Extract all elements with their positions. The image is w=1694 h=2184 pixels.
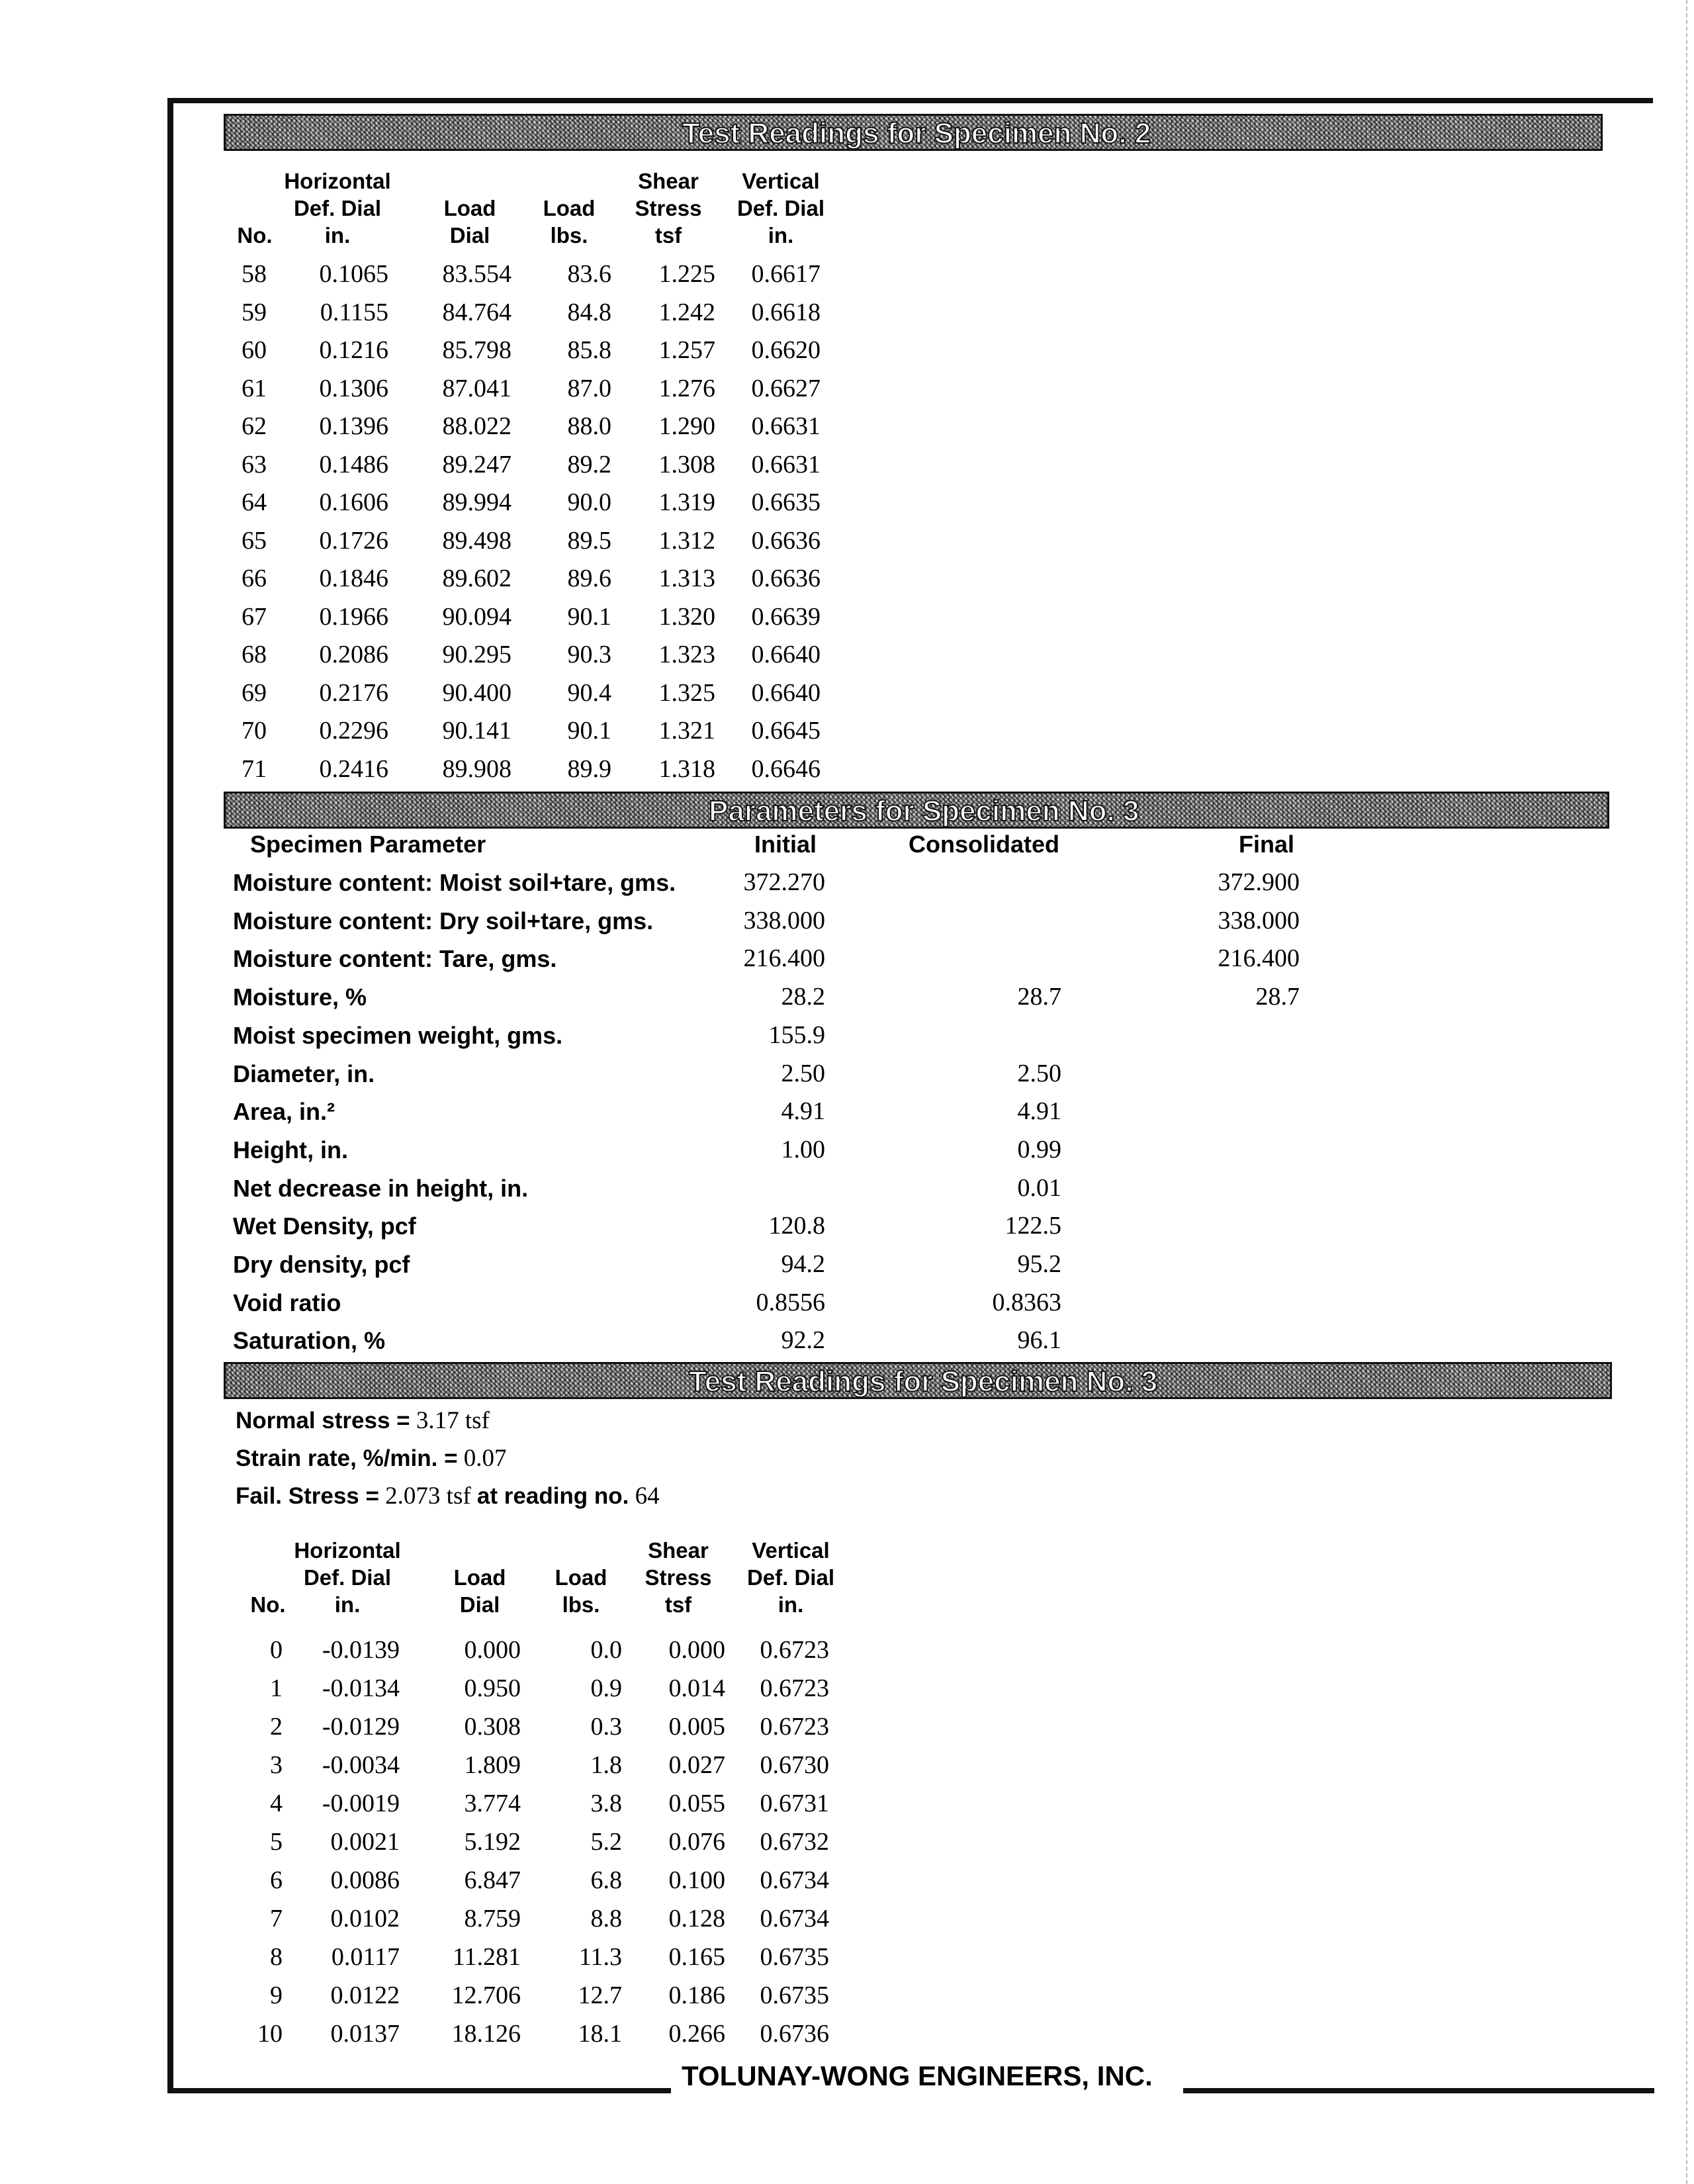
table-cell: -0.0129	[322, 1713, 400, 1741]
table-cell: 3.8	[590, 1790, 622, 1817]
table-cell: 88.022	[442, 412, 512, 440]
parameter-row	[0, 1250, 1694, 1288]
parameter-label: Moist specimen weight, gms.	[233, 1021, 563, 1049]
table-row	[0, 450, 1694, 488]
table-cell: 89.2	[567, 450, 611, 478]
column-header-parameter: Specimen Parameter	[250, 831, 486, 858]
strain-rate-label: Strain rate, %/min. =	[236, 1445, 458, 1471]
table-cell: 64	[242, 488, 267, 516]
strain-rate-line	[236, 1444, 507, 1473]
table-cell: 0.6734	[760, 1905, 829, 1933]
section-title: Test Readings for Specimen No. 2	[682, 117, 1151, 150]
table-cell: 87.041	[442, 374, 512, 402]
parameter-label: Dry density, pcf	[233, 1251, 410, 1278]
table-cell: 1	[270, 1674, 283, 1702]
table-cell: 8	[270, 1943, 283, 1971]
parameter-value-initial: 2.50	[781, 1059, 825, 1087]
table-row	[0, 1904, 1694, 1942]
section-header-specimen3-parameters	[224, 792, 1609, 829]
column-header-line	[430, 167, 510, 195]
table-cell: 12.7	[578, 1981, 622, 2009]
table-cell: 0.6639	[751, 602, 821, 631]
parameter-row	[0, 1135, 1694, 1173]
column-header-line: tsf	[654, 223, 682, 248]
table-cell: 0.6631	[751, 412, 821, 440]
table-cell: 0.0122	[330, 1981, 400, 2009]
table-cell: 0.0086	[330, 1866, 400, 1894]
table-cell: 6	[270, 1866, 283, 1894]
column-header	[225, 167, 285, 249]
column-header-line: Stress	[645, 1565, 712, 1590]
table-cell: 5.192	[464, 1828, 521, 1856]
parameter-value-consolidated: 0.8363	[992, 1288, 1061, 1316]
parameter-value-consolidated: 95.2	[1017, 1250, 1061, 1278]
parameter-row	[0, 1173, 1694, 1212]
parameter-row	[0, 868, 1694, 906]
fail-stress-label: Fail. Stress =	[236, 1483, 379, 1509]
table-cell: 89.994	[442, 488, 512, 516]
column-header-line: Def. Dial	[303, 1565, 392, 1590]
table-cell: 6.8	[590, 1866, 622, 1894]
column-header	[639, 1537, 718, 1618]
table-cell: 1.312	[658, 526, 715, 555]
section-title: Parameters for Specimen No. 3	[709, 795, 1139, 827]
table-row	[0, 716, 1694, 754]
table-cell: 85.798	[442, 336, 512, 364]
table-row	[0, 412, 1694, 450]
table-cell: 0.1216	[319, 336, 388, 364]
column-header	[430, 167, 510, 249]
column-header	[541, 1537, 621, 1618]
page-frame-top-border	[167, 98, 1653, 103]
column-header-line: No.	[250, 1592, 286, 1617]
parameter-row	[0, 982, 1694, 1021]
column-header-line: in.	[768, 223, 794, 248]
column-header-line: Def. Dial	[736, 196, 825, 220]
table-cell: 0.000	[668, 1636, 725, 1664]
table-cell: 0.6732	[760, 1828, 829, 1856]
table-cell: 0.1065	[319, 260, 388, 288]
table-cell: 67	[242, 602, 267, 631]
table-row	[0, 1751, 1694, 1789]
parameter-label: Moisture content: Tare, gms.	[233, 945, 557, 973]
parameter-value-consolidated: 28.7	[1017, 983, 1061, 1011]
table-cell: 4	[270, 1790, 283, 1817]
table-row	[0, 488, 1694, 526]
table-cell: 0.6635	[751, 488, 821, 516]
table-cell: 89.6	[567, 565, 611, 592]
fail-stress-value: 2.073 tsf	[385, 1482, 471, 1510]
table-cell: 71	[242, 754, 267, 783]
table-cell: 0.6723	[760, 1713, 829, 1741]
column-header-line: Vertical	[742, 169, 820, 193]
parameter-value-initial: 155.9	[768, 1021, 825, 1049]
table-cell: 90.295	[442, 641, 512, 668]
column-header-line: lbs.	[562, 1592, 600, 1617]
table-row	[0, 1827, 1694, 1866]
table-cell: 0.1486	[319, 450, 388, 478]
table-cell: 0.1306	[319, 374, 388, 402]
parameter-label: Area, in.²	[233, 1098, 335, 1126]
table-cell: 0.6723	[760, 1636, 829, 1664]
table-cell: 0.076	[668, 1828, 725, 1856]
table-cell: 83.6	[567, 260, 611, 288]
table-cell: 0.6618	[751, 298, 821, 326]
table-cell: 11.281	[452, 1943, 521, 1971]
company-footer: TOLUNAY-WONG ENGINEERS, INC.	[682, 2060, 1153, 2091]
column-header-line: tsf	[664, 1592, 692, 1617]
column-header-line: Horizontal	[284, 169, 391, 193]
parameter-value-initial: 216.400	[743, 944, 825, 973]
column-header-line: Vertical	[752, 1538, 830, 1563]
table-cell: 0.186	[668, 1981, 725, 2009]
table-cell: 0.6640	[751, 641, 821, 668]
table-cell: 0.6730	[760, 1751, 829, 1779]
table-cell: 0.6640	[751, 678, 821, 707]
table-cell: 90.1	[567, 717, 611, 745]
column-header	[278, 167, 397, 249]
table-cell: 5.2	[590, 1828, 622, 1856]
section-title: Test Readings for Specimen No. 3	[689, 1365, 1158, 1398]
table-cell: 0.100	[668, 1866, 725, 1894]
column-header-final: Final	[1239, 831, 1295, 858]
parameter-row	[0, 944, 1694, 982]
table-cell: -0.0034	[322, 1751, 400, 1779]
fail-stress-reading-label: at reading no.	[476, 1483, 629, 1509]
table-cell: 0.308	[464, 1713, 521, 1741]
column-header-initial: Initial	[754, 831, 817, 858]
table-cell: 0.1966	[319, 602, 388, 631]
parameter-label: Moisture, %	[233, 983, 367, 1011]
table-cell: 1.809	[464, 1751, 521, 1779]
table-cell: 0.3	[590, 1713, 622, 1741]
table-cell: 61	[242, 374, 267, 402]
table-cell: -0.0019	[322, 1790, 400, 1817]
table-row	[0, 2019, 1694, 2058]
table-cell: 0.1726	[319, 526, 388, 555]
table-cell: 1.8	[590, 1751, 622, 1779]
table-cell: 90.4	[567, 678, 611, 707]
column-header-line: Dial	[459, 1592, 500, 1617]
table-row	[0, 336, 1694, 374]
strain-rate-value: 0.07	[463, 1445, 507, 1472]
table-cell: 1.308	[658, 450, 715, 478]
parameter-label: Height, in.	[233, 1136, 348, 1163]
table-cell: 1.290	[658, 412, 715, 440]
table-cell: 0.6617	[751, 260, 821, 288]
table-cell: 0.0102	[330, 1905, 400, 1933]
table-cell: 0.6735	[760, 1981, 829, 2009]
table-cell: 5	[270, 1828, 283, 1856]
column-header-line: Stress	[635, 196, 702, 220]
parameter-row	[0, 1211, 1694, 1250]
table-row	[0, 526, 1694, 565]
parameter-row	[0, 1021, 1694, 1059]
table-cell: 6.847	[464, 1866, 521, 1894]
table-cell: 2	[270, 1713, 283, 1741]
table-cell: 83.554	[442, 260, 512, 288]
column-header	[288, 1537, 407, 1618]
column-header-line: Horizontal	[294, 1538, 401, 1563]
table-cell: 0.128	[668, 1905, 725, 1933]
parameter-label: Saturation, %	[233, 1327, 386, 1355]
normal-stress-value: 3.17 tsf	[416, 1407, 490, 1434]
table-cell: 58	[242, 260, 267, 288]
table-cell: 0.1606	[319, 488, 388, 516]
parameter-label: Moisture content: Dry soil+tare, gms.	[233, 907, 654, 934]
table-cell: 8.8	[590, 1905, 622, 1933]
table-cell: 0.1396	[319, 412, 388, 440]
table-cell: 0.6645	[751, 717, 821, 745]
column-header-line: Load	[543, 196, 596, 220]
table-row	[0, 259, 1694, 298]
table-cell: 90.094	[442, 602, 512, 631]
column-header-line	[440, 1537, 519, 1564]
table-row	[0, 1942, 1694, 1981]
table-cell: 0.950	[464, 1674, 521, 1702]
normal-stress-line	[236, 1406, 490, 1435]
column-header-line: in.	[334, 1592, 361, 1617]
table-cell: 66	[242, 565, 267, 592]
table-cell: 1.242	[658, 298, 715, 326]
section-header-specimen2-readings	[224, 114, 1603, 151]
column-header-line	[225, 195, 285, 222]
parameter-value-initial: 94.2	[781, 1250, 825, 1278]
page-frame-bottom-border-left	[173, 2088, 671, 2093]
table-cell: 60	[242, 336, 267, 364]
table-row	[0, 564, 1694, 602]
column-header-line: Shear	[638, 169, 699, 193]
parameter-row	[0, 1326, 1694, 1364]
table-row	[0, 602, 1694, 641]
table-cell: 0.055	[668, 1790, 725, 1817]
table-cell: 89.602	[442, 565, 512, 592]
parameter-row	[0, 1059, 1694, 1097]
parameter-value-initial: 0.8556	[756, 1288, 825, 1316]
table-cell: 1.319	[658, 488, 715, 516]
table-cell: 84.8	[567, 298, 611, 326]
column-header-line: Def. Dial	[293, 196, 382, 220]
column-header-line	[541, 1537, 621, 1564]
table-cell: 0.2416	[319, 754, 388, 783]
table-cell: 10	[257, 2020, 283, 2048]
table-cell: 0.6636	[751, 526, 821, 555]
table-cell: 84.764	[442, 298, 512, 326]
table-cell: -0.0139	[322, 1636, 400, 1664]
table-cell: 65	[242, 526, 267, 555]
table-cell: 9	[270, 1981, 283, 2009]
parameter-value-consolidated: 2.50	[1017, 1059, 1061, 1087]
table-row	[0, 754, 1694, 793]
table-cell: 8.759	[464, 1905, 521, 1933]
parameter-value-consolidated: 96.1	[1017, 1326, 1061, 1355]
table-cell: 90.3	[567, 641, 611, 668]
parameter-label: Moisture content: Moist soil+tare, gms.	[233, 869, 676, 896]
column-header-consolidated: Consolidated	[909, 831, 1060, 858]
column-header-line: Load	[555, 1565, 607, 1590]
table-row	[0, 374, 1694, 412]
table-cell: 0.0117	[331, 1943, 400, 1971]
table-cell: 0.1155	[320, 298, 388, 326]
table-cell: 0.0021	[330, 1828, 400, 1856]
table-cell: 0.0137	[330, 2020, 400, 2048]
table-cell: 1.320	[658, 602, 715, 631]
table-cell: 0.2086	[319, 641, 388, 668]
table-cell: 0.2296	[319, 717, 388, 745]
column-header-line	[225, 167, 285, 195]
table-row	[0, 1789, 1694, 1827]
table-cell: 1.276	[658, 374, 715, 402]
table-cell: 0.014	[668, 1674, 725, 1702]
table-cell: 88.0	[567, 412, 611, 440]
table-cell: 0	[270, 1636, 283, 1664]
column-header-line	[529, 167, 609, 195]
column-header	[440, 1537, 519, 1618]
table-cell: 62	[242, 412, 267, 440]
table-cell: 3	[270, 1751, 283, 1779]
parameter-value-final: 338.000	[1218, 906, 1300, 934]
table-cell: -0.0134	[322, 1674, 400, 1702]
table-cell: 0.005	[668, 1713, 725, 1741]
table-cell: 0.6734	[760, 1866, 829, 1894]
parameter-label: Wet Density, pcf	[233, 1212, 416, 1240]
parameter-label: Void ratio	[233, 1289, 341, 1316]
parameter-value-consolidated: 4.91	[1017, 1097, 1061, 1126]
table-row	[0, 1866, 1694, 1904]
table-row	[0, 1635, 1694, 1674]
parameter-value-initial: 120.8	[768, 1212, 825, 1240]
parameter-value-final: 216.400	[1218, 944, 1300, 973]
table-cell: 1.257	[658, 336, 715, 364]
column-header	[738, 1537, 844, 1618]
parameter-value-initial: 92.2	[781, 1326, 825, 1355]
parameter-value-initial: 1.00	[781, 1135, 825, 1163]
parameter-value-final: 372.900	[1218, 868, 1300, 896]
fail-stress-line	[236, 1482, 660, 1510]
table-cell: 90.0	[567, 488, 611, 516]
column-header-line: Def. Dial	[746, 1565, 835, 1590]
table-row	[0, 1981, 1694, 2019]
table-cell: 1.225	[658, 260, 715, 288]
section-header-specimen3-readings	[224, 1362, 1612, 1399]
table-cell: 0.9	[590, 1674, 622, 1702]
column-header-line: No.	[237, 223, 273, 248]
table-cell: 1.313	[658, 565, 715, 592]
table-cell: 0.165	[668, 1943, 725, 1971]
table-cell: 89.247	[442, 450, 512, 478]
table-row	[0, 1674, 1694, 1712]
parameter-value-consolidated: 122.5	[1004, 1212, 1061, 1240]
table-cell: 85.8	[567, 336, 611, 364]
table-cell: 89.498	[442, 526, 512, 555]
table-cell: 63	[242, 450, 267, 478]
parameter-value-consolidated: 0.99	[1017, 1135, 1061, 1163]
table-cell: 0.0	[590, 1636, 622, 1664]
column-header-line: Load	[453, 1565, 506, 1590]
parameter-value-consolidated: 0.01	[1017, 1173, 1061, 1202]
table-cell: 1.318	[658, 754, 715, 783]
column-header	[728, 167, 834, 249]
table-cell: 1.321	[658, 717, 715, 745]
parameter-value-initial: 4.91	[781, 1097, 825, 1126]
table-cell: 70	[242, 717, 267, 745]
parameter-label: Diameter, in.	[233, 1060, 375, 1087]
table-cell: 0.6646	[751, 754, 821, 783]
column-header	[629, 167, 708, 249]
table-cell: 0.6620	[751, 336, 821, 364]
column-header	[529, 167, 609, 249]
parameter-row	[0, 906, 1694, 944]
table-cell: 90.400	[442, 678, 512, 707]
table-cell: 0.6736	[760, 2020, 829, 2048]
table-cell: 0.6731	[760, 1790, 829, 1817]
table-cell: 0.6636	[751, 565, 821, 592]
page-frame-bottom-border-right	[1183, 2088, 1654, 2093]
table-cell: 59	[242, 298, 267, 326]
table-cell: 11.3	[578, 1943, 622, 1971]
column-header-line: in.	[778, 1592, 804, 1617]
parameter-label: Net decrease in height, in.	[233, 1174, 529, 1202]
table-cell: 3.774	[464, 1790, 521, 1817]
parameter-value-final: 28.7	[1255, 983, 1300, 1011]
table-cell: 69	[242, 678, 267, 707]
table-cell: 1.325	[658, 678, 715, 707]
table-row	[0, 640, 1694, 678]
table-cell: 0.266	[668, 2020, 725, 2048]
table-row	[0, 298, 1694, 336]
table-cell: 87.0	[567, 374, 611, 402]
table-cell: 7	[270, 1905, 283, 1933]
table-row	[0, 678, 1694, 717]
table-cell: 18.126	[451, 2020, 521, 2048]
parameter-value-initial: 338.000	[743, 906, 825, 934]
table-cell: 90.141	[442, 717, 512, 745]
table-row	[0, 1712, 1694, 1751]
column-header-line: Dial	[449, 223, 490, 248]
table-cell: 89.908	[442, 754, 512, 783]
table-cell: 18.1	[578, 2020, 622, 2048]
parameter-row	[0, 1097, 1694, 1135]
table-cell: 0.6735	[760, 1943, 829, 1971]
table-cell: 89.9	[567, 754, 611, 783]
table-cell: 0.6723	[760, 1674, 829, 1702]
table-cell: 0.6627	[751, 374, 821, 402]
parameter-row	[0, 1288, 1694, 1326]
table-cell: 0.6631	[751, 450, 821, 478]
column-header-line: Load	[443, 196, 496, 220]
parameter-value-initial: 28.2	[781, 983, 825, 1011]
table-cell: 89.5	[567, 526, 611, 555]
table-cell: 1.323	[658, 641, 715, 668]
fail-stress-reading-no: 64	[635, 1482, 660, 1510]
table-cell: 68	[242, 641, 267, 668]
table-cell: 0.2176	[319, 678, 388, 707]
normal-stress-label: Normal stress =	[236, 1408, 410, 1433]
column-header-line: Shear	[648, 1538, 709, 1563]
table-cell: 0.000	[464, 1636, 521, 1664]
column-header-line: lbs.	[550, 223, 588, 248]
table-cell: 12.706	[451, 1981, 521, 2009]
parameter-value-initial: 372.270	[743, 868, 825, 896]
column-header-line: in.	[324, 223, 351, 248]
table-cell: 0.1846	[319, 565, 388, 592]
table-cell: 90.1	[567, 602, 611, 631]
table-cell: 0.027	[668, 1751, 725, 1779]
